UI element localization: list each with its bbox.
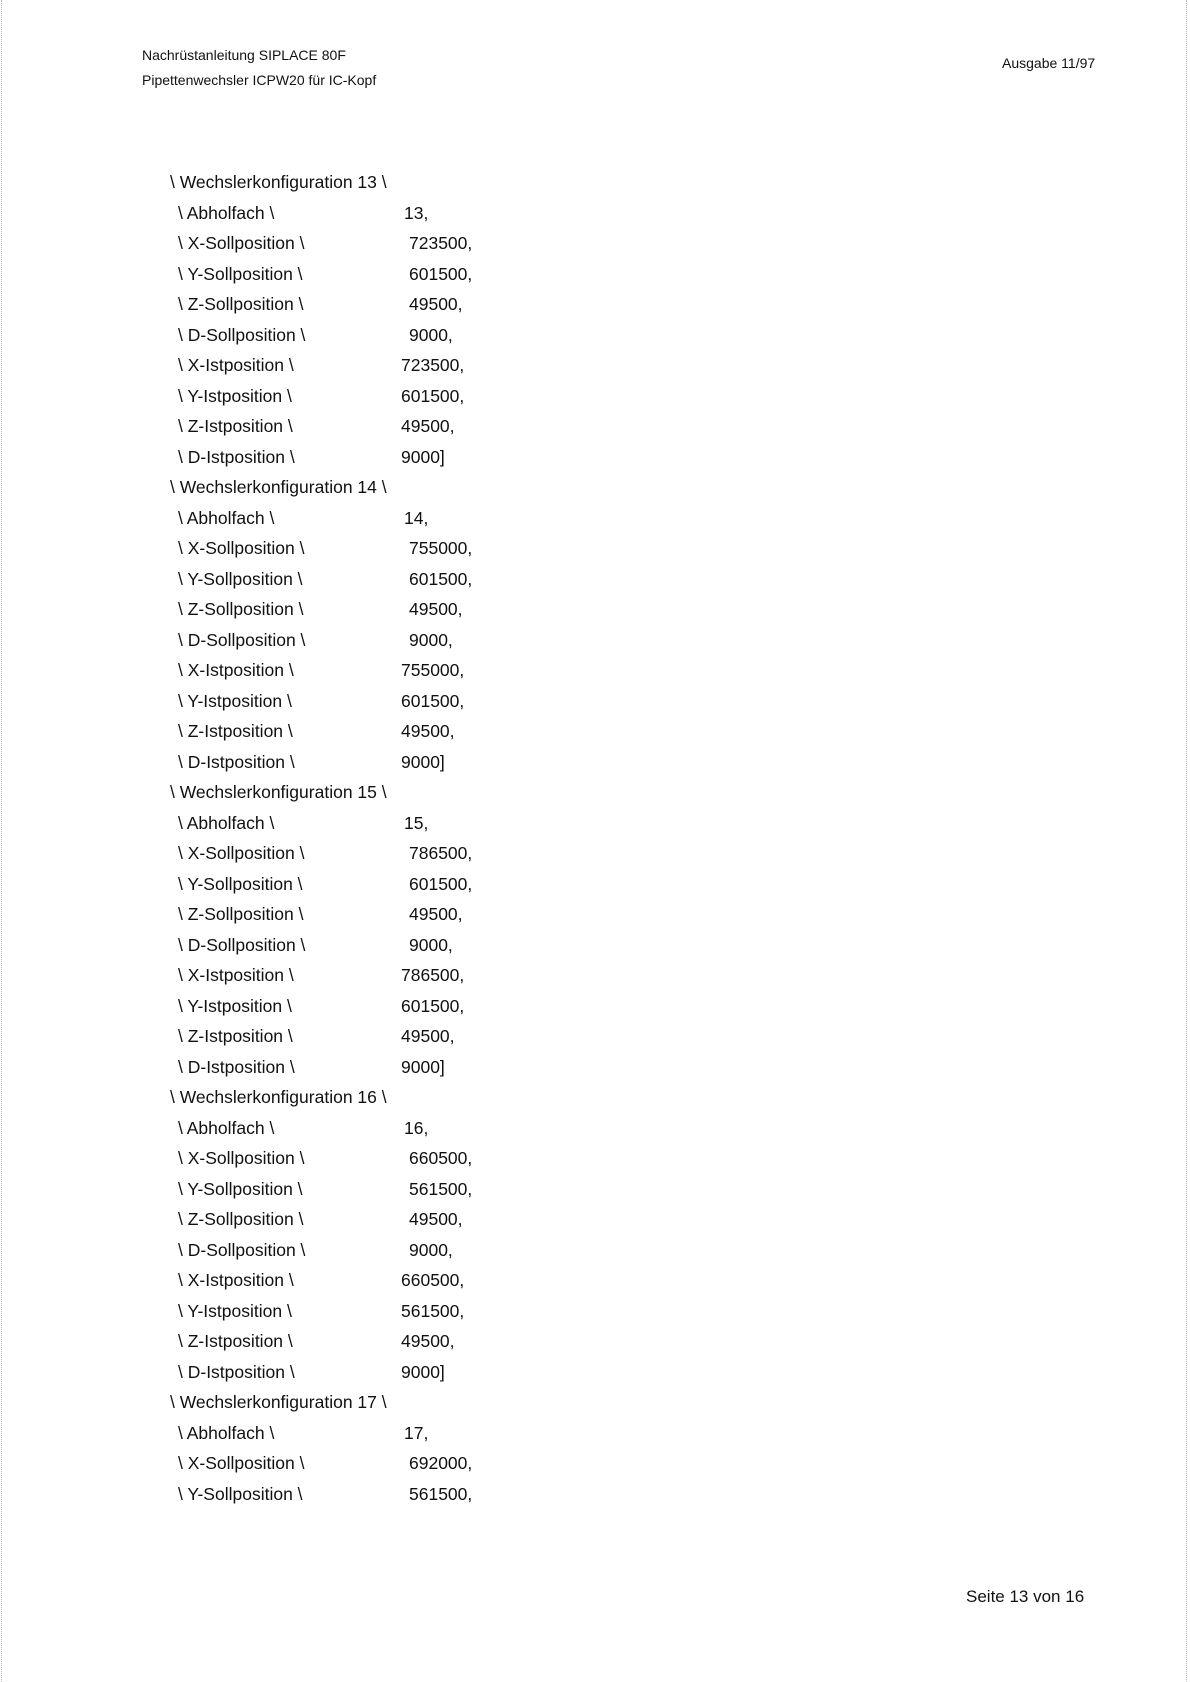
field-label: \ Z-Sollposition \ <box>178 904 304 924</box>
field-value: 755000, <box>401 660 465 680</box>
field-value: 49500, <box>401 721 455 741</box>
page-number: Seite 13 von 16 <box>966 1587 1085 1606</box>
field-label: \ D-Sollposition \ <box>178 324 306 345</box>
field-label: \ Y-Sollposition \ <box>178 1178 303 1199</box>
field-value: 601500, <box>401 995 465 1016</box>
field-value: 49500, <box>401 1026 455 1046</box>
field-label: \ D-Istposition \ <box>178 751 295 772</box>
field-value: 9000, <box>409 629 453 650</box>
field-value: 601500, <box>401 385 465 406</box>
field-label: \ D-Istposition \ <box>178 1361 295 1382</box>
field-label: \ Y-Sollposition \ <box>178 873 303 894</box>
field-value: 561500, <box>401 1300 465 1321</box>
field-label: \ Z-Sollposition \ <box>178 1209 304 1229</box>
field-value: 49500, <box>401 416 455 436</box>
field-label: \ Z-Istposition \ <box>178 721 293 741</box>
field-label: \ Y-Istposition \ <box>178 385 292 406</box>
field-label: \ Y-Istposition \ <box>178 995 292 1016</box>
field-label: \ Abholfach \ <box>178 1117 275 1138</box>
field-value: 660500, <box>401 1270 465 1290</box>
field-value: 49500, <box>409 1209 463 1229</box>
configuration-heading: \ Wechslerkonfiguration 15 \ <box>170 782 387 802</box>
field-label: \ Z-Sollposition \ <box>178 294 304 314</box>
field-label: \ Z-Istposition \ <box>178 1331 293 1351</box>
scan-edge-left <box>1 0 2 1682</box>
field-value: 14, <box>404 507 429 528</box>
header-edition: Ausgabe 11/97 <box>1002 55 1096 71</box>
field-label: \ X-Istposition \ <box>178 660 294 680</box>
field-label: \ X-Sollposition \ <box>178 1453 305 1473</box>
field-label: \ X-Sollposition \ <box>178 843 305 863</box>
field-label: \ Abholfach \ <box>178 1422 275 1443</box>
field-value: 9000, <box>409 1239 453 1260</box>
field-label: \ D-Istposition \ <box>178 1056 295 1077</box>
field-value: 561500, <box>409 1178 473 1199</box>
field-value: 723500, <box>401 355 465 375</box>
field-label: \ X-Istposition \ <box>178 355 294 375</box>
field-value: 9000, <box>409 934 453 955</box>
field-label: \ X-Istposition \ <box>178 1270 294 1290</box>
field-value: 15, <box>404 812 429 833</box>
field-label: \ X-Sollposition \ <box>178 538 305 558</box>
field-value: 9000] <box>401 1056 445 1077</box>
field-label: \ Abholfach \ <box>178 202 275 223</box>
field-value: 9000] <box>401 751 445 772</box>
field-value: 723500, <box>409 233 473 253</box>
configuration-heading: \ Wechslerkonfiguration 17 \ <box>170 1392 387 1412</box>
field-label: \ Y-Sollposition \ <box>178 263 303 284</box>
field-label: \ Abholfach \ <box>178 812 275 833</box>
configuration-heading: \ Wechslerkonfiguration 16 \ <box>170 1087 387 1107</box>
field-label: \ D-Istposition \ <box>178 446 295 467</box>
field-label: \ Z-Sollposition \ <box>178 599 304 619</box>
header-subtitle: Pipettenwechsler ICPW20 für IC-Kopf <box>142 72 377 88</box>
configuration-heading: \ Wechslerkonfiguration 13 \ <box>170 172 387 192</box>
field-label: \ X-Sollposition \ <box>178 1148 305 1168</box>
field-label: \ X-Sollposition \ <box>178 233 305 253</box>
configuration-heading: \ Wechslerkonfiguration 14 \ <box>170 477 387 497</box>
field-value: 9000] <box>401 1361 445 1382</box>
field-value: 16, <box>404 1117 429 1138</box>
field-value: 786500, <box>401 965 465 985</box>
field-label: \ Y-Istposition \ <box>178 690 292 711</box>
field-value: 13, <box>404 202 429 223</box>
field-label: \ D-Sollposition \ <box>178 629 306 650</box>
field-value: 786500, <box>409 843 473 863</box>
field-label: \ Abholfach \ <box>178 507 275 528</box>
field-value: 660500, <box>409 1148 473 1168</box>
field-value: 49500, <box>401 1331 455 1351</box>
field-label: \ D-Sollposition \ <box>178 934 306 955</box>
field-label: \ D-Sollposition \ <box>178 1239 306 1260</box>
field-label: \ Z-Istposition \ <box>178 1026 293 1046</box>
field-value: 755000, <box>409 538 473 558</box>
field-label: \ Y-Sollposition \ <box>178 568 303 589</box>
field-value: 601500, <box>409 568 473 589</box>
field-label: \ Y-Istposition \ <box>178 1300 292 1321</box>
header-title: Nachrüstanleitung SIPLACE 80F <box>142 47 346 63</box>
scan-edge-right <box>1186 0 1187 1682</box>
field-label: \ Z-Istposition \ <box>178 416 293 436</box>
field-label: \ X-Istposition \ <box>178 965 294 985</box>
field-value: 49500, <box>409 294 463 314</box>
field-label: \ Y-Sollposition \ <box>178 1483 303 1504</box>
field-value: 601500, <box>409 263 473 284</box>
field-value: 9000, <box>409 324 453 345</box>
field-value: 49500, <box>409 599 463 619</box>
field-value: 561500, <box>409 1483 473 1504</box>
field-value: 49500, <box>409 904 463 924</box>
field-value: 601500, <box>401 690 465 711</box>
field-value: 692000, <box>409 1453 473 1473</box>
field-value: 17, <box>404 1422 429 1443</box>
field-value: 601500, <box>409 873 473 894</box>
field-value: 9000] <box>401 446 445 467</box>
